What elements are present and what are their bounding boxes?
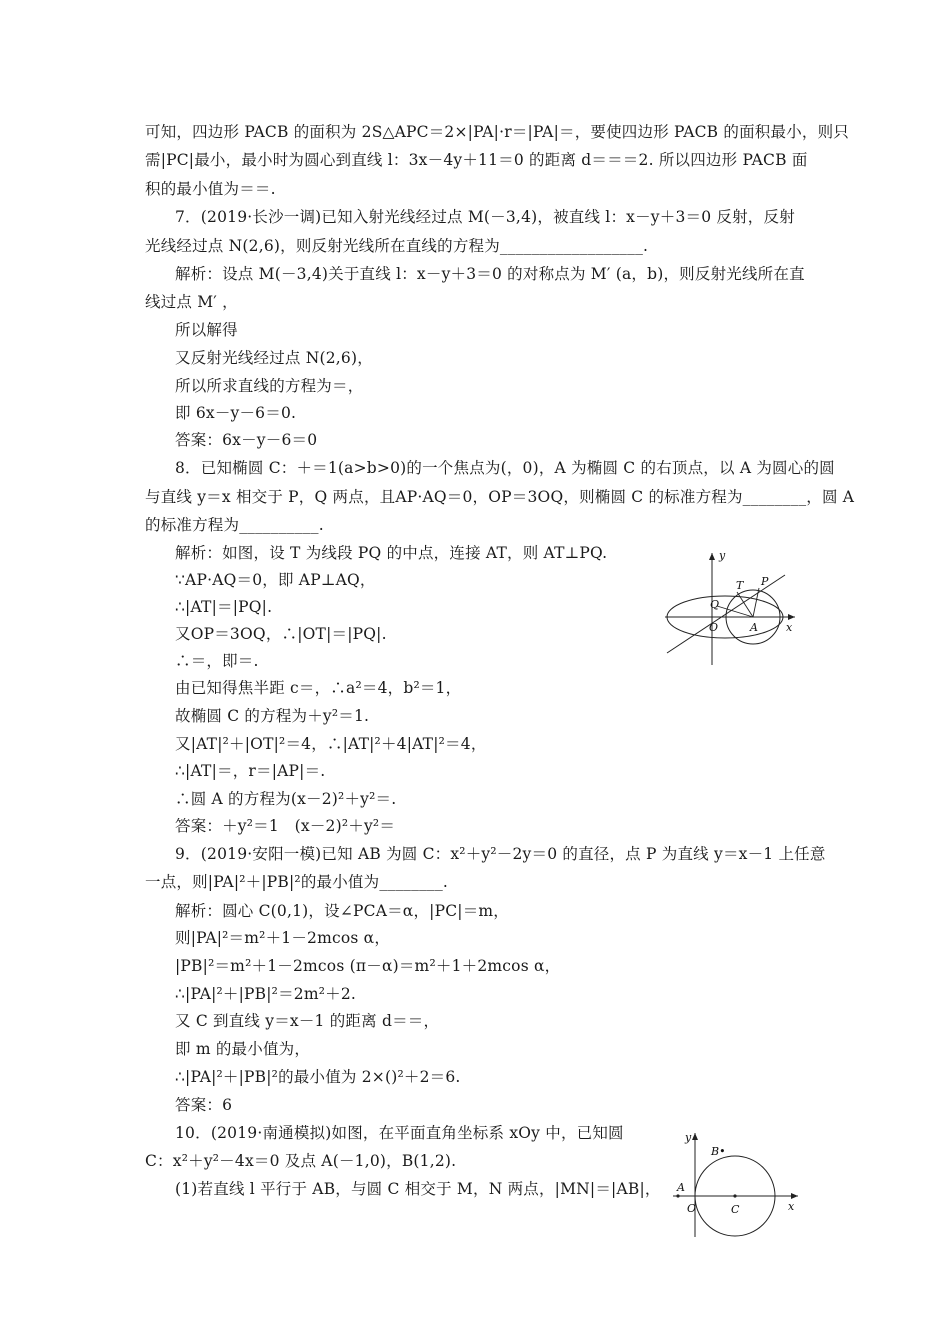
- text-line: ∴|AT|＝|PQ|.: [175, 598, 273, 616]
- y-arrow: [692, 1133, 698, 1140]
- label-O: O: [709, 621, 719, 634]
- point-A: [676, 1194, 679, 1197]
- answer-8: 答案：＋y²＝1 (x－2)²＋y²＝: [175, 817, 396, 835]
- text-line: 故椭圆 C 的方程为＋y²＝1.: [175, 707, 370, 725]
- text-line: 又OP＝3OQ，∴|OT|＝|PQ|.: [175, 625, 387, 643]
- ellipse-circle-figure: [655, 545, 805, 670]
- text-line: 解析：圆心 C(0,1)，设∠PCA＝α，|PC|＝m，: [175, 902, 509, 920]
- problem-9-stem: 9．(2019·安阳一模)已知 AB 为圆 C：x²＋y²－2y＝0 的直径，点 P 为直线 y＝x－1 上任意: [175, 845, 826, 863]
- problem-7-stem: 7．(2019·长沙一调)已知入射光线经过点 M(－3,4)，被直线 l：x－y＋3＝0 反射，反射: [175, 208, 795, 226]
- label-x: x: [786, 621, 793, 634]
- text-line: ∴＝，即＝.: [175, 652, 259, 670]
- label-Q: Q: [710, 598, 720, 611]
- segment-AP: [753, 588, 759, 617]
- text-line: ∴|AT|＝，r＝|AP|＝.: [175, 762, 326, 780]
- x-arrow: [788, 614, 795, 620]
- point-C: [733, 1194, 736, 1197]
- label-A: A: [750, 621, 758, 634]
- text-line: 由已知得焦半距 c＝，∴a²＝4，b²＝1，: [175, 679, 462, 697]
- text-line: 光线经过点 N(2,6)，则反射光线所在直线的方程为__________________.: [145, 237, 649, 255]
- text-line: 一点，则|PA|²＋|PB|²的最小值为________.: [145, 873, 449, 891]
- x-arrow: [791, 1193, 798, 1199]
- text-line: |PB|²＝m²＋1－2mcos (π－α)＝m²＋1＋2mcos α，: [175, 957, 561, 975]
- label-y: y: [685, 1131, 692, 1144]
- answer-9: 答案：6: [175, 1096, 233, 1114]
- label-x: x: [788, 1200, 795, 1213]
- problem-10-stem: 10．(2019·南通模拟)如图，在平面直角坐标系 xOy 中，已知圆: [175, 1124, 624, 1142]
- label-P: P: [761, 575, 769, 588]
- text-line: ∴|PA|²＋|PB|²＝2m²＋2.: [175, 985, 357, 1003]
- text-line: 即 6x－y－6＝0.: [175, 404, 297, 422]
- text-line: 解析：设点 M(－3,4)关于直线 l：x－y＋3＝0 的对称点为 M′ (a，b)，则反射光线所在直: [175, 265, 805, 283]
- text-line: ∵AP·AQ＝0，即 AP⊥AQ，: [175, 571, 376, 589]
- label-T: T: [736, 579, 744, 592]
- text-line: ∴圆 A 的方程为(x－2)²＋y²＝.: [175, 790, 397, 808]
- circle-c-figure: [665, 1125, 805, 1245]
- label-A: A: [677, 1181, 685, 1194]
- text-line: 解析：如图，设 T 为线段 PQ 的中点，连接 AT，则 AT⊥PQ.: [175, 544, 608, 562]
- answer-7: 答案：6x－y－6＝0: [175, 431, 318, 449]
- text-line: C：x²＋y²－4x＝0 及点 A(－1,0)，B(1,2).: [145, 1152, 457, 1170]
- problem-8-stem: 8．已知椭圆 C：＋＝1(a>b>0)的一个焦点为(，0)，A 为椭圆 C 的右顶点，以 A 为圆心的圆: [175, 459, 835, 477]
- text-line: 可知，四边形 PACB 的面积为 2S△APC＝2×|PA|·r＝|PA|＝，要使四边形 PACB 的面积最小，则只: [145, 123, 849, 141]
- figure-2-svg: [665, 1125, 805, 1245]
- text-line: 积的最小值为＝＝.: [145, 180, 276, 198]
- label-B: B•: [711, 1145, 726, 1158]
- text-line: 又反射光线经过点 N(2,6)，: [175, 349, 373, 367]
- text-line: 与直线 y＝x 相交于 P，Q 两点，且AP·AQ＝0，OP＝3OQ，则椭圆 C 的标准方程为________，圆 A: [145, 488, 855, 506]
- text-line: 所以所求直线的方程为＝，: [175, 377, 364, 395]
- y-arrow: [709, 553, 715, 560]
- label-O: O: [687, 1202, 697, 1215]
- text-line: ∴|PA|²＋|PB|²的最小值为 2×()²＋2＝6.: [175, 1068, 461, 1086]
- text-line: 所以解得: [175, 321, 238, 339]
- figure-1-svg: [655, 545, 805, 670]
- text-line: 又|AT|²＋|OT|²＝4，∴|AT|²＋4|AT|²＝4，: [175, 735, 487, 753]
- text-line: 线过点 M′ ，: [145, 293, 238, 311]
- text-line: 的标准方程为__________.: [145, 516, 324, 534]
- text-line: 即 m 的最小值为，: [175, 1040, 311, 1058]
- text-line: 需|PC|最小，最小时为圆心到直线 l：3x－4y＋11＝0 的距离 d＝＝＝2. 所以四边形 PACB 面: [145, 151, 808, 169]
- text-line: 又 C 到直线 y＝x－1 的距离 d＝＝，: [175, 1012, 440, 1030]
- label-C: C: [731, 1203, 740, 1216]
- text-line: (1)若直线 l 平行于 AB，与圆 C 相交于 M，N 两点，|MN|＝|AB|，: [175, 1180, 661, 1198]
- text-line: 则|PA|²＝m²＋1－2mcos α，: [175, 929, 391, 947]
- label-y: y: [719, 549, 726, 562]
